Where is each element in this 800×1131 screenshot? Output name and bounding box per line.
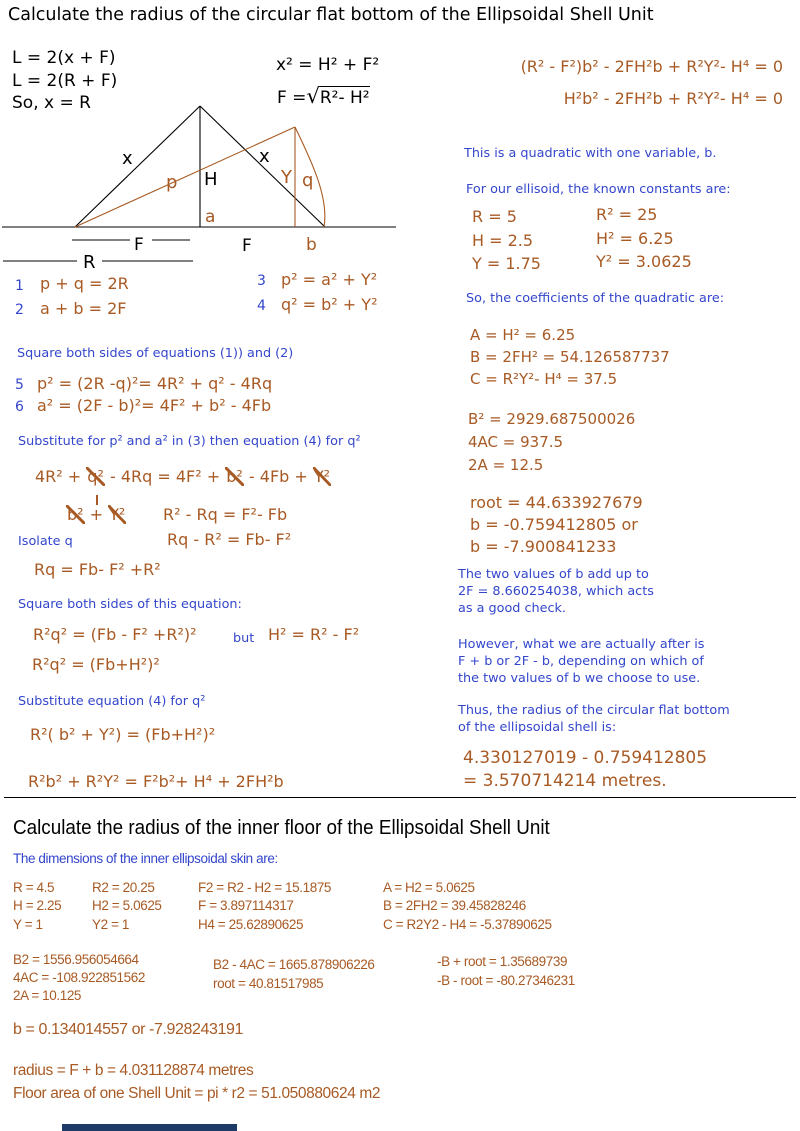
eq-r2-rq: R² - Rq = F²- Fb — [163, 505, 288, 524]
eq-x-squared: x² = H² + F² — [276, 55, 380, 75]
value-line: 4AC = -108.922851562 — [13, 970, 145, 985]
grid-cell: R2 = 20.25 — [92, 880, 155, 895]
eq-l2: L = 2(R + F) — [12, 70, 118, 91]
cancelled-b2: b² — [67, 505, 84, 524]
grid-cell: Y = 1 — [13, 916, 43, 932]
outer-slant-left-line — [75, 106, 200, 227]
label-f-left: F — [134, 235, 144, 255]
note-known-constants: For our ellisoid, the known constants are: — [466, 182, 731, 197]
grid-cell: A = H2 = 5.0625 — [383, 880, 475, 895]
const-h: H = 2.5 — [472, 230, 534, 250]
label-a: a — [205, 207, 216, 227]
cancel-connector-line — [96, 495, 98, 505]
result-radius: = 3.570714214 metres. — [463, 770, 667, 791]
eq-number-5: 5 — [15, 377, 24, 393]
cancel-part: + — [84, 505, 109, 524]
note-line: as a good check. — [458, 601, 566, 616]
label-q: q — [302, 170, 314, 191]
cancelled-b2: b² — [226, 467, 243, 486]
note-check — [458, 566, 654, 617]
f-root-lhs: F = — [277, 88, 307, 108]
coefficients-block — [470, 324, 670, 390]
grid-cell: H = 2.25 — [13, 898, 62, 914]
value-line: -B - root = -80.27346231 — [437, 972, 575, 988]
note-quadratic: This is a quadratic with one variable, b. — [464, 146, 717, 161]
eq-final-expanded: R²b² + R²Y² = F²b²+ H⁴ + 2FH²b — [28, 772, 284, 791]
grid-cell: Y2 = 1 — [92, 916, 130, 932]
eq-4: q² = b² + Y² — [281, 295, 378, 314]
intermediate-block — [468, 408, 635, 477]
note-line: F + b or 2F - b, depending on which of — [458, 654, 704, 669]
diagram-black-lines — [2, 106, 396, 261]
cancel-part: - 4Rq = 4F² + — [104, 467, 226, 486]
result-subtraction: 4.330127019 - 0.759412805 — [463, 748, 708, 768]
note-however — [458, 636, 704, 687]
value-line: B2 - 4AC = 1665.878906226 — [213, 957, 375, 972]
page-title: Calculate the radius of the circular flat bottom of the Ellipsoidal Shell Unit — [8, 5, 654, 25]
const-r: R = 5 — [472, 207, 517, 226]
cancel-part: - 4Fb + — [243, 467, 313, 486]
constants-right — [596, 203, 692, 274]
constants-left — [472, 205, 541, 276]
label-p: p — [166, 172, 178, 193]
result-radius-line: radius = F + b = 4.031128874 metres — [13, 1062, 254, 1079]
eq-quadratic-1: (R² - F²)b² - 2FH²b + R²Y²- H⁴ = 0 — [520, 57, 783, 76]
note-line: 2F = 8.660254038, which acts — [458, 584, 654, 599]
cancel-part: 4R² + — [35, 467, 87, 486]
result-b-values: b = 0.134014557 or -7.928243191 — [13, 1021, 244, 1038]
cancelled-y2: Y² — [313, 467, 331, 486]
quadratic2-col3 — [437, 953, 575, 990]
const-r2: R² = 25 — [596, 205, 658, 224]
label-y: Y — [281, 167, 292, 188]
note-square-1-2: Square both sides of equations (1)) and (2) — [17, 346, 294, 361]
roots-block — [470, 492, 643, 558]
eq-number-2: 2 — [15, 302, 24, 318]
eq-3: p² = a² + Y² — [281, 270, 378, 289]
grid-cell: B = 2FH2 = 39.45828246 — [383, 898, 526, 914]
note-thus — [458, 702, 730, 736]
note-coefficients: So, the coefficients of the quadratic are: — [466, 291, 725, 306]
value-line: root = 40.81517985 — [213, 976, 324, 991]
label-b: b — [306, 235, 317, 255]
note-but: but — [233, 631, 255, 646]
eq-number-3: 3 — [257, 273, 266, 289]
grid-cell: R = 4.5 — [13, 880, 55, 895]
grid-cell: F = 3.897114317 — [198, 898, 294, 914]
coeff-a: A = H² = 6.25 — [470, 326, 576, 344]
note-line: The two values of b add up to — [458, 567, 649, 582]
bottom-blue-bar — [62, 1124, 237, 1131]
note-line: of the ellipsoidal shell is: — [458, 720, 617, 735]
eq-l3: So, x = R — [12, 93, 91, 113]
section2-title: Calculate the radius of the inner floor of the Ellipsoidal Shell Unit — [13, 816, 550, 839]
coeff-b: B = 2FH² = 54.126587737 — [470, 348, 670, 366]
note-square-this: Square both sides of this equation: — [18, 597, 242, 612]
note-line: Thus, the radius of the circular flat bottom — [458, 703, 730, 718]
const-h2: H² = 6.25 — [596, 228, 674, 248]
label-h: H — [204, 169, 218, 190]
result-floor-area-line: Floor area of one Shell Unit = pi * r2 = 51.050880624 m2 — [13, 1085, 381, 1102]
label-f-right: F — [242, 236, 252, 256]
const-y: Y = 1.75 — [472, 254, 541, 273]
eq-l1: L = 2(x + F) — [12, 48, 116, 68]
section-divider-line — [4, 797, 796, 798]
eq-6: a² = (2F - b)²= 4F² + b² - 4Fb — [37, 396, 272, 415]
result-block — [463, 747, 707, 792]
dimensions-grid — [13, 879, 552, 934]
eq-number-4: 4 — [257, 298, 266, 314]
label-x-right: x — [259, 146, 270, 167]
eq-rq-r2: Rq - R² = Fb- F² — [167, 530, 292, 549]
note-dimensions: The dimensions of the inner ellipsoidal skin are: — [13, 851, 278, 866]
value-4ac: 4AC = 937.5 — [468, 433, 564, 451]
radical-icon: √ — [306, 84, 320, 108]
eq-rq: Rq = Fb- F² +R² — [34, 560, 161, 579]
eq-1: p + q = 2R — [40, 274, 129, 293]
value-b1: b = -0.759412805 or — [470, 515, 638, 534]
eq-5: p² = (2R -q)²= 4R² + q² - 4Rq — [37, 374, 273, 393]
grid-cell: C = R2Y2 - H4 = -5.37890625 — [383, 916, 552, 932]
f-root-radicand: R²- H² — [319, 88, 370, 108]
eq-r2q2-a: R²q² = (Fb - F² +R²)² — [33, 625, 197, 644]
p-line — [75, 127, 295, 227]
note-line: However, what we are actually after is — [458, 637, 705, 652]
eq-number-6: 6 — [15, 399, 24, 415]
eq-number-1: 1 — [15, 278, 24, 294]
label-x-left: x — [122, 148, 133, 169]
value-b-squared: B² = 2929.687500026 — [468, 410, 636, 428]
quadratic2-col2 — [213, 955, 375, 993]
value-line: B2 = 1556.956054664 — [13, 952, 139, 967]
cancelled-q2: q² — [87, 467, 104, 486]
value-root: root = 44.633927679 — [470, 493, 643, 512]
eq-r2-b2y2: R²( b² + Y²) = (Fb+H²)² — [30, 725, 216, 744]
quadratic2-col1 — [13, 951, 145, 1005]
value-line: 2A = 10.125 — [13, 988, 82, 1003]
shell-diagram — [0, 100, 400, 270]
value-line: -B + root = 1.35689739 — [437, 954, 568, 969]
grid-cell: H4 = 25.62890625 — [198, 916, 304, 932]
eq-r2q2-b: R²q² = (Fb+H²)² — [32, 655, 160, 674]
cancelled-y2: Y² — [109, 505, 126, 524]
grid-cell: F2 = R2 - H2 = 15.1875 — [198, 880, 332, 895]
note-line: the two values of b we choose to use. — [458, 671, 701, 686]
eq-quadratic-2: H²b² - 2FH²b + R²Y²- H⁴ = 0 — [563, 89, 783, 108]
eq-cancel — [35, 468, 331, 487]
eq-cancel-2 — [66, 506, 126, 525]
note-substitute-4: Substitute equation (4) for q² — [18, 694, 206, 709]
eq-2: a + b = 2F — [40, 299, 127, 318]
note-isolate-q: Isolate q — [18, 534, 73, 549]
value-2a: 2A = 12.5 — [468, 456, 544, 474]
value-b2: b = -7.900841233 — [470, 537, 617, 556]
grid-cell: H2 = 5.0625 — [92, 898, 162, 914]
label-r: R — [83, 252, 96, 270]
note-substitute: Substitute for p² and a² in (3) then equation (4) for q² — [18, 434, 361, 449]
coeff-c: C = R²Y²- H⁴ = 37.5 — [470, 370, 618, 388]
eq-h2: H² = R² - F² — [268, 625, 360, 644]
const-y2: Y² = 3.0625 — [596, 252, 692, 271]
